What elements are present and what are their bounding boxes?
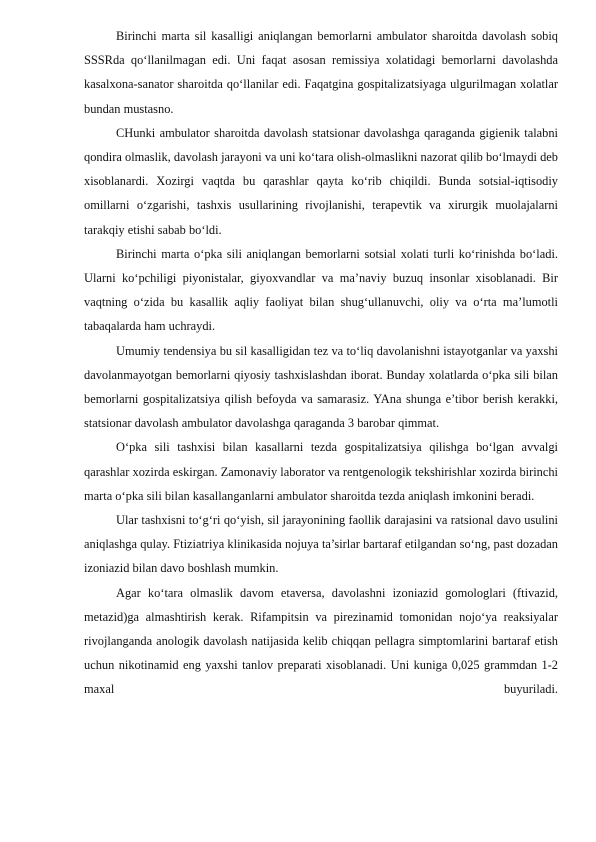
paragraph-4: Umumiy tendensiya bu sil kasalligidan tez va to‘liq davolanishni istayotganlar va yaxshi davolanmayotgan bemorlarni qiyosiy tashxislashdan iborat. Bunday xolatlarda o‘pka sili bilan bemorlarni gospitalizatsiya qilish befoyda va samarasiz. YAna shunga e’tibor berish kerakki, statsionar davolash ambulator davolashga qaraganda 3 barobar qimmat. [84,343,558,431]
paragraph-5: O‘pka sili tashxisi bilan kasallarni tezda gospitalizatsiya qilishga bo‘lgan avvalgi qarashlar xozirda eskirgan. Zamonaviy laborator va rentgenologik tekshirishlar xozirda birinchi marta o‘pka sili bilan kasallanganlarni ambulator sharoitda tezda aniqlash imkonini beradi. [84,440,558,503]
paragraph-7: Agar ko‘tara olmaslik davom etaversa, davolashni izoniazid gomologlari (ftivazid, metazid)ga almashtirish kerak. Rifampitsin va pirezinamid tomonidan nojo‘ya reaksiyalar rivojlanganda anologik davolash natijasida kelib chiqqan pellagra simptomlarini bartaraf etish uchun nikotinamid eng yaxshi tanlov preparati xisoblanadi. Uni kuniga 0,025 grammdan 1-2 maxal buyuriladi. [84,585,558,697]
paragraph-3: Birinchi marta o‘pka sili aniqlangan bemorlarni sotsial xolati turli ko‘rinishda bo‘ladi. Ularni ko‘pchiligi piyonistalar, giyoxvandlar va ma’naviy buzuq insonlar xisoblanadi. Bir vaqtning o‘zida bu kasallik aqliy faoliyat bilan shug‘ullanuvchi, oliy va o‘rta ma’lumotli tabaqalarda ham uchraydi. [84,246,558,334]
paragraph-6: Ular tashxisni to‘g‘ri qo‘yish, sil jarayonining faollik darajasini va ratsional davo usulini aniqlashga qulay. Ftiziatriya klinikasida nojuya ta’sirlar bartaraf etilgandan so‘ng, past dozadan izoniazid bilan davo boshlash mumkin. [84,513,558,576]
paragraph-2: CHunki ambulator sharoitda davolash statsionar davolashga qaraganda gigienik talabni qondira olmaslik, davolash jarayoni va uni ko‘tara olish-olmaslikni nazorat qilib bo‘lmaydi deb xisoblanardi. Xozirgi vaqtda bu qarashlar qayta ko‘rib chiqildi. Bunda sotsial-iqtisodiy omillarni o‘zgarishi, tashxis usullarining rivojlanishi, terapevtik va xirurgik muolajalarni tarakqiy etishi sabab bo‘ldi. [84,125,558,237]
document-page [84,24,558,702]
paragraph-1: Birinchi marta sil kasalligi aniqlangan bemorlarni ambulator sharoitda davolash sobiq SSSRda qo‘llanilmagan edi. Uni faqat asosan remissiya xolatidagi bemorlarni davolashda kasalxona-sanator sharoitda qo‘llanilar edi. Faqatgina gospitalizatsiyaga ulgurilmagan xolatlar bundan mustasno. [84,29,558,116]
